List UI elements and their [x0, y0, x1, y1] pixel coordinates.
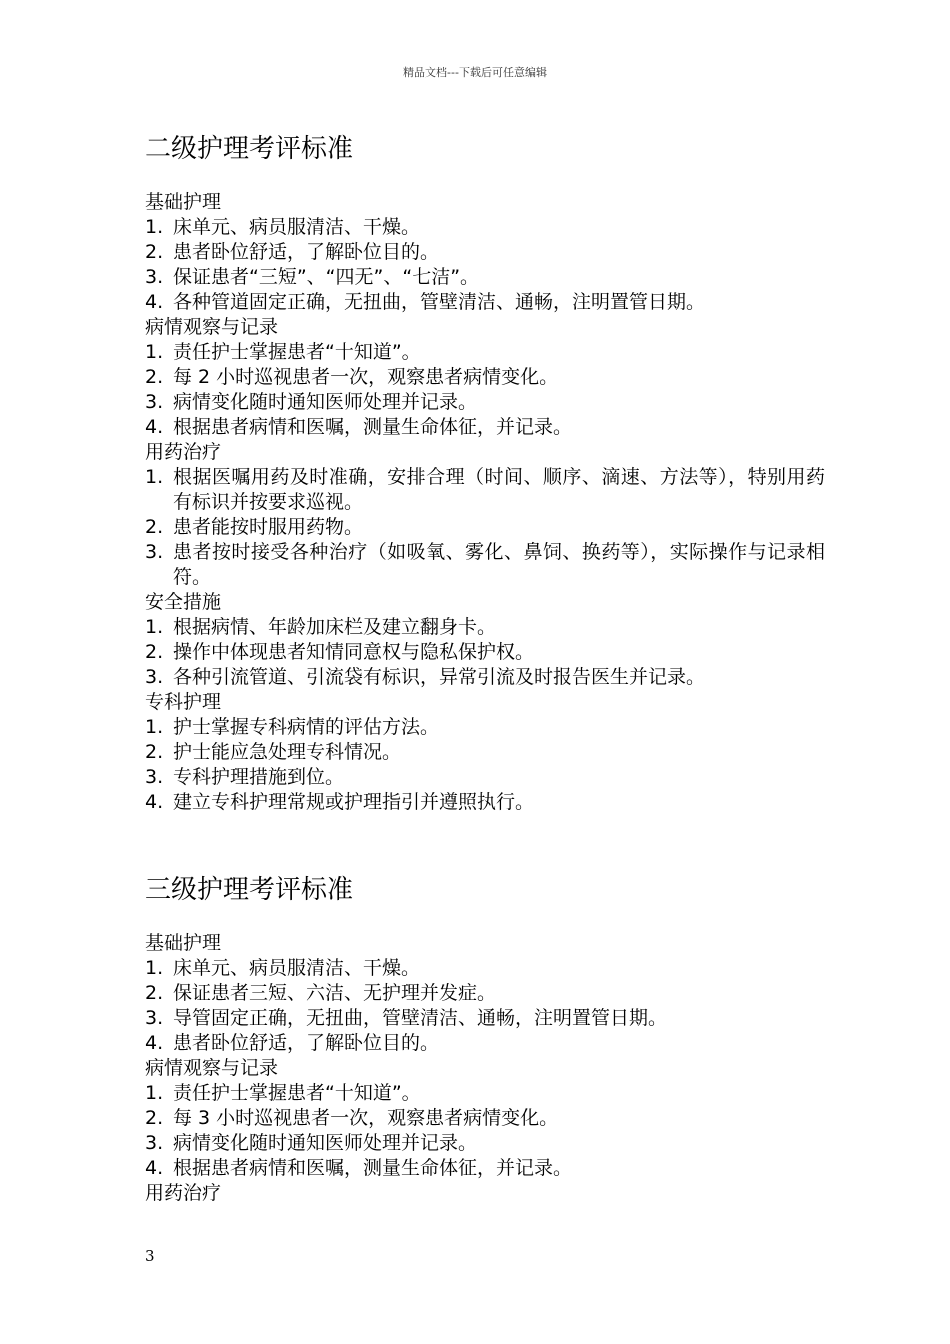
- item-text: 各种管道固定正确，无扭曲，管壁清洁、通畅，注明置管日期。: [173, 291, 706, 313]
- group-medication-treatment: [145, 1181, 825, 1206]
- item-text: 病情变化随时通知医师处理并记录。: [173, 1132, 478, 1154]
- list-item: [145, 240, 825, 265]
- item-number: 4.: [145, 291, 164, 313]
- list-item: [145, 765, 825, 790]
- list-item: [145, 981, 825, 1006]
- list-item: [145, 1006, 825, 1031]
- item-text: 病情变化随时通知医师处理并记录。: [173, 391, 478, 413]
- list-item: [145, 215, 825, 240]
- item-text: 床单元、病员服清洁、干燥。: [173, 216, 421, 238]
- section-level-3-care: [145, 873, 825, 1206]
- item-text: 护士掌握专科病情的评估方法。: [173, 716, 440, 738]
- group-observation-records: [145, 315, 825, 440]
- item-text: 责任护士掌握患者“十知道”。: [173, 1082, 421, 1104]
- list-item: [145, 615, 825, 640]
- item-text: 护士能应急处理专科情况。: [173, 741, 402, 763]
- item-number: 3.: [145, 666, 164, 688]
- item-number: 3.: [145, 1007, 164, 1029]
- list-item: [145, 415, 825, 440]
- item-text: 每 2 小时巡视患者一次，观察患者病情变化。: [173, 366, 559, 388]
- list-item: [145, 1106, 825, 1131]
- item-text: 保证患者三短、六洁、无护理并发症。: [173, 982, 497, 1004]
- group-observation-records: [145, 1056, 825, 1181]
- subsection-heading: 专科护理: [145, 691, 222, 713]
- group-specialty-care: [145, 690, 825, 815]
- item-number: 4.: [145, 416, 164, 438]
- item-number: 2.: [145, 241, 164, 263]
- list-item: [145, 1131, 825, 1156]
- subsection-heading: 安全措施: [145, 591, 222, 613]
- subsection-heading: 用药治疗: [145, 1182, 222, 1204]
- item-number: 2.: [145, 741, 164, 763]
- page-header: 精品文档---下载后可任意编辑: [403, 66, 547, 79]
- item-text: 床单元、病员服清洁、干燥。: [173, 957, 421, 979]
- item-number: 1.: [145, 616, 164, 638]
- list-item: [145, 1081, 825, 1106]
- item-number: 2.: [145, 1107, 164, 1129]
- item-number: 3.: [145, 1132, 164, 1154]
- group-medication-treatment: [145, 440, 825, 590]
- item-number: 1.: [145, 216, 164, 238]
- item-text: 患者卧位舒适，了解卧位目的。: [173, 1032, 440, 1054]
- subsection-heading: 基础护理: [145, 932, 222, 954]
- list-item: [145, 465, 825, 515]
- item-number: 3.: [145, 541, 164, 563]
- item-text: 患者能按时服用药物。: [173, 516, 364, 538]
- item-text: 根据医嘱用药及时准确，安排合理（时间、顺序、滴速、方法等），特别用药有标识并按要求巡视。: [173, 466, 825, 513]
- item-text: 根据病情、年龄加床栏及建立翻身卡。: [173, 616, 497, 638]
- item-number: 2.: [145, 982, 164, 1004]
- list-item: [145, 665, 825, 690]
- item-text: 各种引流管道、引流袋有标识，异常引流及时报告医生并记录。: [173, 666, 706, 688]
- list-item: [145, 265, 825, 290]
- item-text: 保证患者“三短”、“四无”、“七洁”。: [173, 266, 480, 288]
- group-safety-measures: [145, 590, 825, 690]
- item-text: 责任护士掌握患者“十知道”。: [173, 341, 421, 363]
- list-item: [145, 790, 825, 815]
- item-number: 3.: [145, 266, 164, 288]
- section-title: 二级护理考评标准: [145, 134, 354, 164]
- item-number: 2.: [145, 516, 164, 538]
- group-basic-care: [145, 190, 825, 315]
- list-item: [145, 365, 825, 390]
- item-text: 专科护理措施到位。: [173, 766, 345, 788]
- list-item: [145, 1031, 825, 1056]
- list-item: [145, 340, 825, 365]
- list-item: [145, 740, 825, 765]
- item-text: 根据患者病情和医嘱，测量生命体征，并记录。: [173, 416, 573, 438]
- item-number: 1.: [145, 466, 164, 488]
- item-number: 4.: [145, 1032, 164, 1054]
- list-item: [145, 390, 825, 415]
- subsection-heading: 基础护理: [145, 191, 222, 213]
- item-number: 2.: [145, 641, 164, 663]
- item-number: 3.: [145, 766, 164, 788]
- item-number: 4.: [145, 791, 164, 813]
- item-text: 患者卧位舒适，了解卧位目的。: [173, 241, 440, 263]
- list-item: [145, 956, 825, 981]
- item-number: 1.: [145, 957, 164, 979]
- list-item: [145, 515, 825, 540]
- subsection-heading: 病情观察与记录: [145, 1057, 279, 1079]
- item-text: 患者按时接受各种治疗（如吸氧、雾化、鼻饲、换药等），实际操作与记录相符。: [173, 541, 825, 588]
- item-number: 2.: [145, 366, 164, 388]
- section-level-2-care: [145, 132, 825, 815]
- item-number: 3.: [145, 391, 164, 413]
- subsection-heading: 病情观察与记录: [145, 316, 279, 338]
- page-number: 3: [145, 1247, 155, 1265]
- item-number: 4.: [145, 1157, 164, 1179]
- item-text: 每 3 小时巡视患者一次，观察患者病情变化。: [173, 1107, 559, 1129]
- list-item: [145, 540, 825, 590]
- list-item: [145, 640, 825, 665]
- item-number: 1.: [145, 716, 164, 738]
- item-text: 根据患者病情和医嘱，测量生命体征，并记录。: [173, 1157, 573, 1179]
- section-title: 三级护理考评标准: [145, 875, 354, 905]
- item-text: 建立专科护理常规或护理指引并遵照执行。: [173, 791, 535, 813]
- list-item: [145, 290, 825, 315]
- list-item: [145, 715, 825, 740]
- item-number: 1.: [145, 341, 164, 363]
- item-number: 1.: [145, 1082, 164, 1104]
- item-text: 导管固定正确，无扭曲，管壁清洁、通畅，注明置管日期。: [173, 1007, 668, 1029]
- list-item: [145, 1156, 825, 1181]
- subsection-heading: 用药治疗: [145, 441, 222, 463]
- item-text: 操作中体现患者知情同意权与隐私保护权。: [173, 641, 535, 663]
- group-basic-care: [145, 931, 825, 1056]
